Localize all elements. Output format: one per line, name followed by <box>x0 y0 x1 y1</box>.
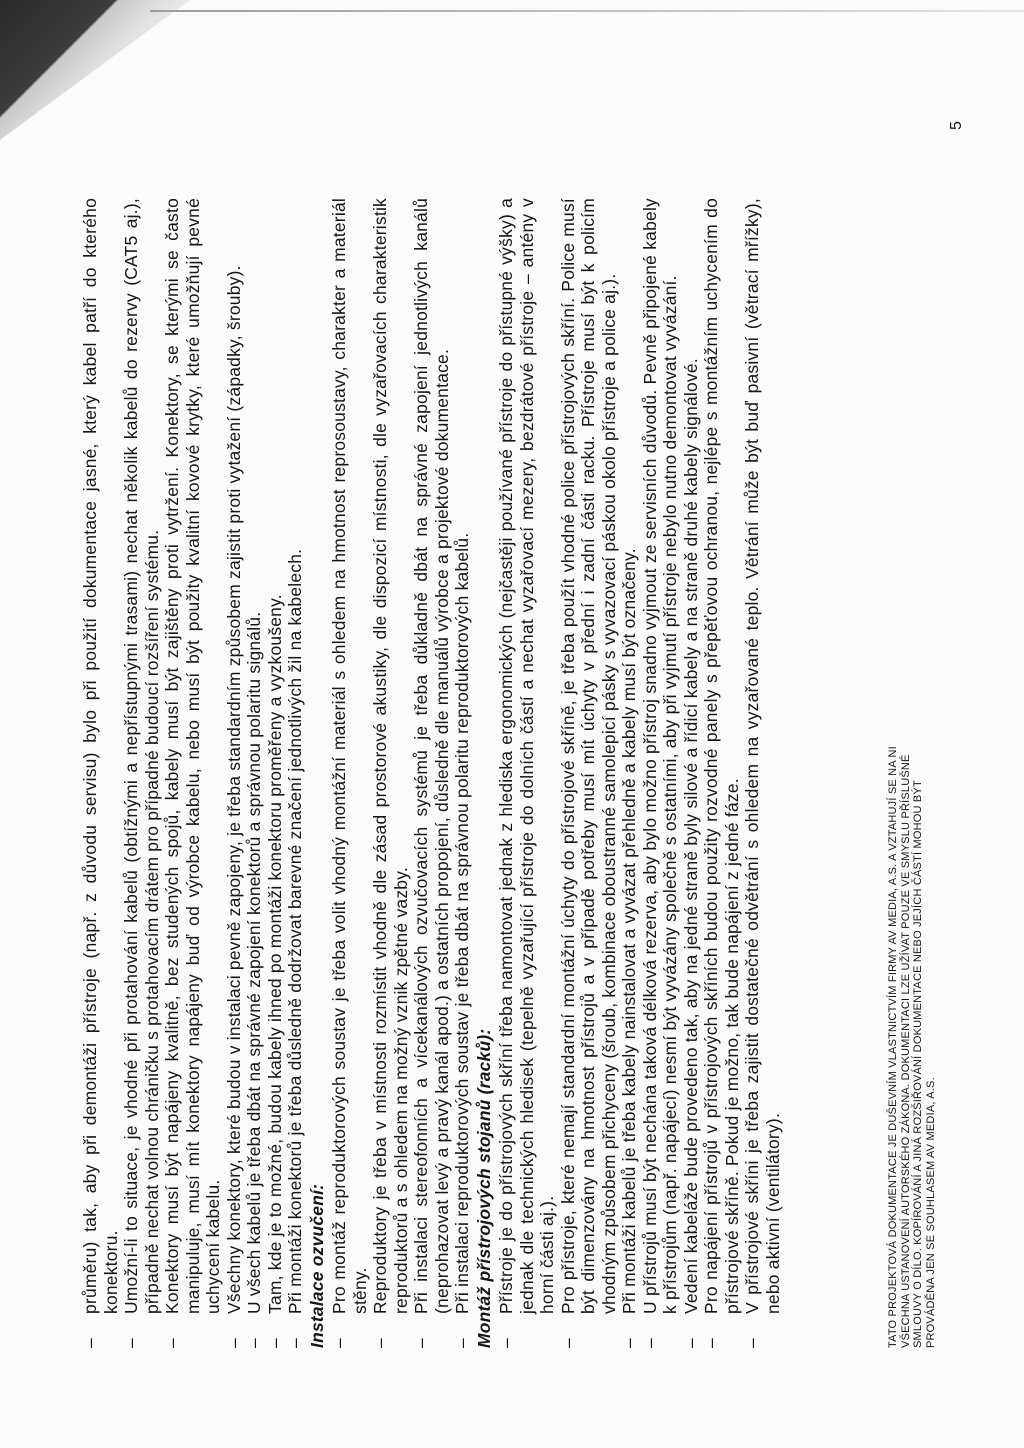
racky-list <box>496 198 783 1348</box>
ozvuceni-list <box>329 198 473 1348</box>
list-item: – Při instalaci stereofonních a vícekanálových ozvučovacích systémů je třeba důkladně dbát na správné zapojení jednotlivých kanálů (neprohazovat levý a pravý kanál apod.) a ostatních propojení, důsledně dle manuálů výrobce a projektové dokumentace. <box>411 198 452 1348</box>
list-item: – U přístrojů musí být nechána taková délková rezerva, aby bylo možno přístroj snadno vyjmout ze servisních důvodů. Pevně připojené kabely k přístrojům (např. napájecí) nesmí být vyvázány společně s ostatními, aby při vyjmutí přístroje nebylo nutno demontovat vyvázání. <box>640 198 681 1348</box>
list-item: – U všech kabelů je třeba dbát na správné zapojení konektorů a správnou polaritu signálů. <box>244 198 265 1348</box>
section-heading-ozvuceni: Instalace ozvučení: <box>306 1183 327 1348</box>
list-item: – Pro montáž reproduktorových soustav je třeba volit vhodný montážní materiál s ohledem na hmotnost reprosoustavy, charakter a materiál stěny. <box>329 198 370 1348</box>
list-item: – Pro napájení přístrojů v přístrojových skříních budou použity rozvodné panely s přepěťovou ochranou, nejlépe s montážním uchycením do přístrojové skříně. Pokud je možno, tak bude napájení z jedné fáze. <box>701 198 742 1348</box>
list-item: – Reproduktory je třeba v místnosti rozmístit vhodně dle zásad prostorové akustiky, dle dispozicí místnosti, dle vyzařovacích charakteristik reproduktorů a s ohledem na možný vznik zpětné vazby. <box>370 198 411 1348</box>
page-number: 5 <box>948 121 965 130</box>
list-item: – Vedení kabeláže bude provedeno tak, aby na jedné straně byly silové a řídicí kabely a na straně druhé kabely signálové. <box>681 198 702 1348</box>
list-item: – Přístroje je do přístrojových skříní třeba namontovat jednak z hlediska ergonomických (nejčastěji používané přístroje do přístupné výšky) a jednak dle technických hledisek (tepelně vyzařující přístroje do dolních částí a nechat vyzařovací mezery, bezdrátové přístroje – antény v horní části aj.). <box>496 198 558 1348</box>
document-body <box>80 198 783 1348</box>
list-item: – Při montáži konektorů je třeba důsledně dodržovat barevné značení jednotlivých žil na kabelech. <box>285 198 306 1348</box>
intro-list <box>80 198 306 1348</box>
list-item: – Konektory musí být napájeny kvalitně, bez studených spojů, kabely musí být zajištěny proti vytržení. Konektory, se kterými se často manipuluje, musí mít konektory napájeny buď od výrobce kabelu, nebo musí být použity kvalitní kovové krytky, které umožňují pevné uchycení kabelu. <box>162 198 224 1348</box>
list-item: – průměru) tak, aby při demontáži přístroje (např. z důvodu servisu) bylo při použití dokumentace jasné, který kabel patří do kterého konektoru. <box>80 198 121 1348</box>
list-item: – Umožní-li to situace, je vhodné při protahování kabelů (obtížnými a nepřístupnými trasami) nechat několik kabelů do rezervy (CAT5 aj.), případně nechat volnou chráničku s protahovacím drátem pro případné budoucí rozšíření systému. <box>121 198 162 1348</box>
copyright-footer: TATO PROJEKTOVÁ DOKUMENTACE JE DUŠEVNÍM VLASTNICTVÍM FIRMY AV MEDIA, A.S. A VZTAHUJÍ SE NA NI VŠECHNA USTANOVENÍ AUTORSKÉHO ZÁKONA. DOKUMENTACI LZE UŽÍVAT POUZE VE SMYSLU PŘÍSLUŠNÉ SMLOUVY O DÍLO. KOPÍROVÁNÍ A JINÁ ROZŠIŘOVÁNÍ DOKUMENTACE NEBO JEJÍCH ČÁSTÍ MOHOU BÝT PROVÁDĚNA JEN SE SOUHLASEM AV MEDIA, A.S. <box>887 746 937 1348</box>
list-item: – Všechny konektory, které budou v instalaci pevně zapojeny, je třeba standardním způsobem zajistit proti vytažení (západky, šrouby). <box>224 198 245 1348</box>
list-item: – Tam, kde je to možné, budou kabely ihned po montáži konektoru proměřeny a vyzkoušeny. <box>265 198 286 1348</box>
list-item: – Při montáži kabelů je třeba kabely nainstalovat a vyvázat přehledně a kabely musí být označeny. <box>619 198 640 1348</box>
list-item: – V přístrojové skříni je třeba zajistit dostatečné odvětrání s ohledem na vyzařované teplo. Větrání může být buď pasivní (větrací mřížky), nebo aktivní (ventilátory). <box>742 198 783 1348</box>
list-item: – Pro přístroje, které nemají standardní montážní úchyty do přístrojové skříně, je třeba použít vhodné police přístrojových skříní. Police musí být dimenzovány na hmotnost přístrojů a v případě potřeby musí mít úchyty v přední i zadní části racku. Přístroje musí být k policím vhodným způsobem přichyceny (šroub, kombinace oboustranné samolepicí pásky s vyvazovací páskou okolo přístroje a police aj.). <box>558 198 620 1348</box>
section-heading-racky: Montáž přístrojových stojanů (racků): <box>473 1028 494 1348</box>
list-item: – Při instalaci reproduktorových soustav je třeba dbát na správnou polaritu reproduktorových kabelů. <box>452 198 473 1348</box>
